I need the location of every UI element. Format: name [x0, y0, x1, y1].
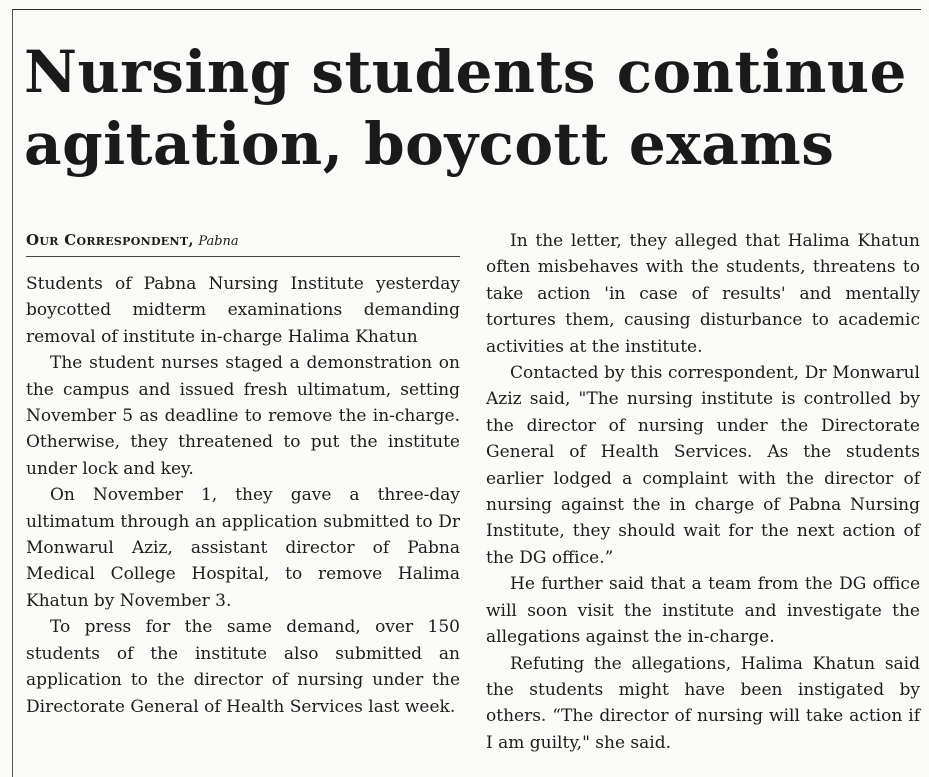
paragraph: To press for the same demand, over 150 students of the institute also submitted an application to the director of nursing under the Directorate General of Health Services last week.	[26, 617, 460, 717]
paragraph: He further said that a team from the DG office will soon visit the institute and investigate the allegations against the in-charge.	[486, 574, 920, 648]
byline-rule	[26, 256, 460, 257]
byline	[26, 230, 239, 252]
top-rule	[12, 9, 921, 10]
byline-location: Pabna	[198, 234, 239, 249]
article-column-right	[486, 228, 920, 756]
paragraph: Contacted by this correspondent, Dr Monwarul Aziz said, "The nursing institute is controlled by the director of nursing under the Directorate General of Health Services. As the students earlier lodged a complaint with the director of nursing against the in charge of Pabna Nursing Institute, they should wait for the next action of the DG office.”	[486, 363, 920, 568]
paragraph: The student nurses staged a demonstration on the campus and issued fresh ultimatum, setting November 5 as deadline to remove the in-charge. Otherwise, they threatened to put the institute under lock and key.	[26, 353, 460, 479]
article-column-left	[26, 271, 460, 720]
byline-author: Our Correspondent,	[26, 231, 194, 249]
headline: Nursing students continue agitation, boycott exams	[24, 38, 907, 178]
column-border	[12, 9, 13, 777]
paragraph: Students of Pabna Nursing Institute yesterday boycotted midterm examinations demanding removal of institute in-charge Halima Khatun	[26, 274, 460, 347]
paragraph: In the letter, they alleged that Halima Khatun often misbehaves with the students, threatens to take action 'in case of results' and mentally tortures them, causing disturbance to academic activities at the institute.	[486, 231, 920, 357]
paragraph: Refuting the allegations, Halima Khatun said the students might have been instigated by others. “The director of nursing will take action if I am guilty," she said.	[486, 653, 920, 753]
paragraph: On November 1, they gave a three-day ultimatum through an application submitted to Dr Monwarul Aziz, assistant director of Pabna Medical College Hospital, to remove Halima Khatun by November 3.	[26, 485, 460, 611]
